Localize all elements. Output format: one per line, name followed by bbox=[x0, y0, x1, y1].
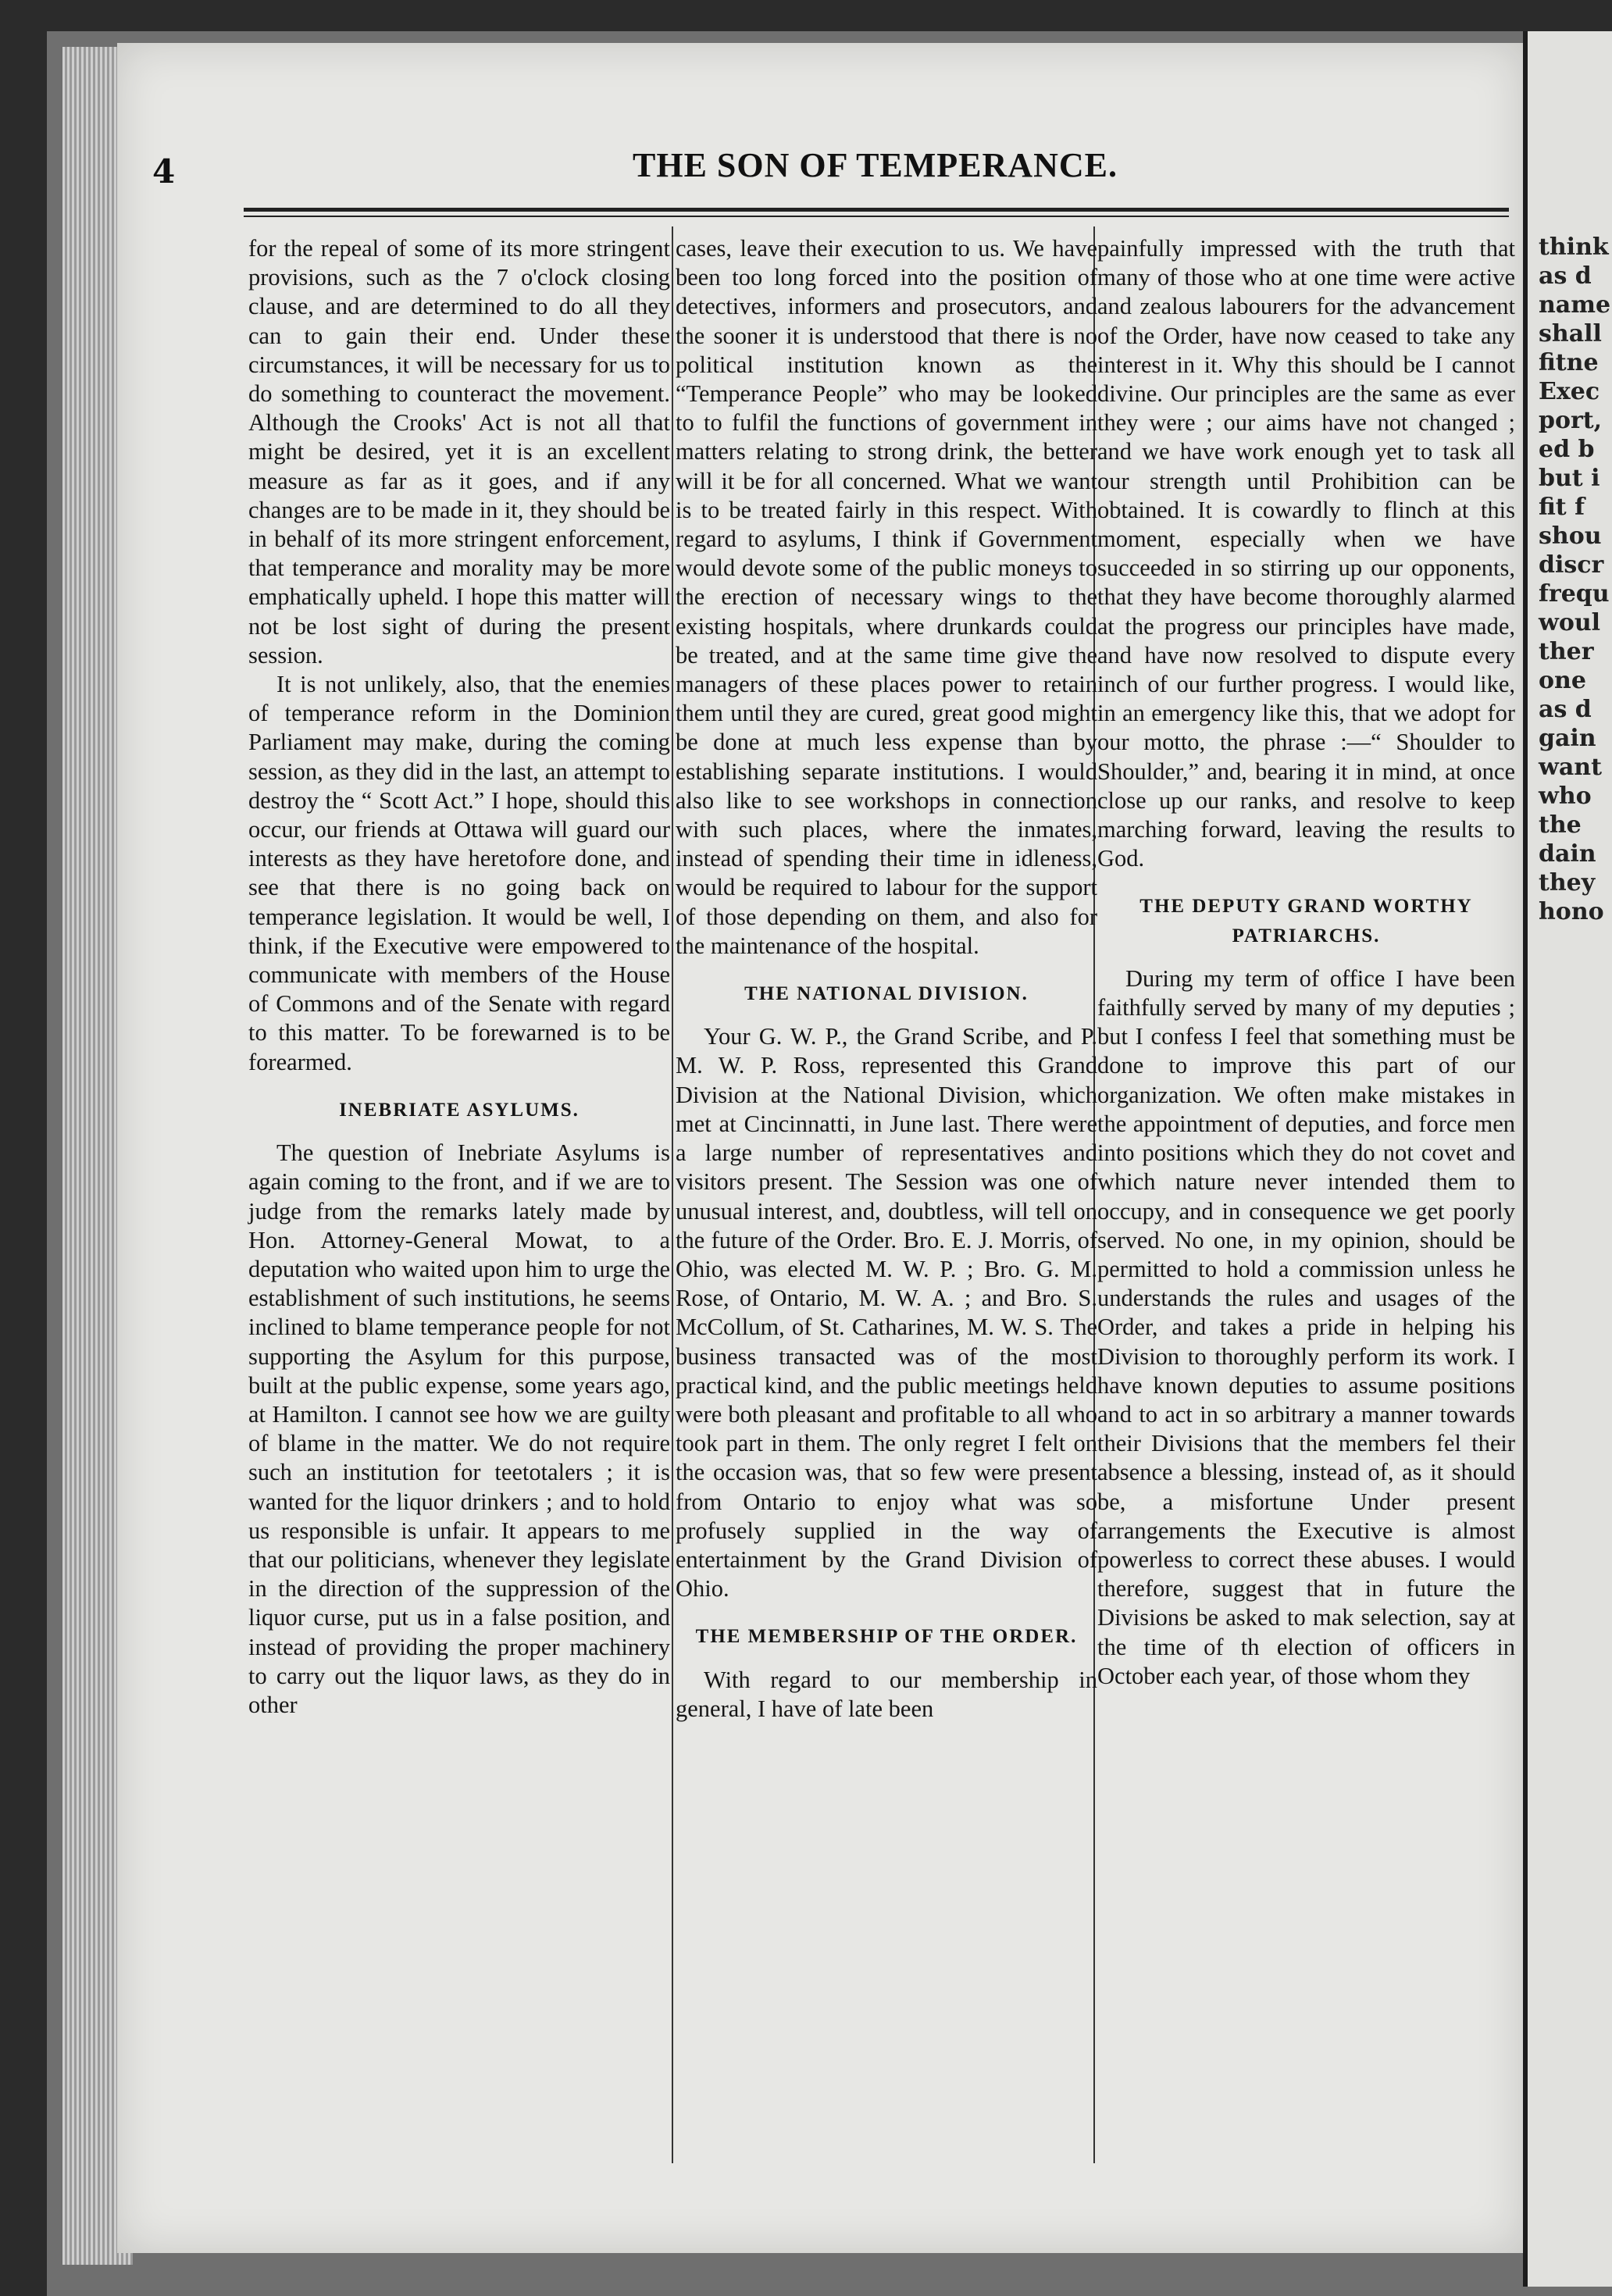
adjacent-page-line: gain bbox=[1539, 725, 1596, 752]
adjacent-page-line: fitne bbox=[1539, 349, 1599, 376]
header-rule-thin bbox=[244, 216, 1509, 217]
column-divider bbox=[672, 226, 673, 2163]
adjacent-page-line: fit f bbox=[1539, 494, 1585, 521]
running-title: THE SON OF TEMPERANCE. bbox=[633, 146, 1118, 184]
adjacent-page-line: name bbox=[1539, 291, 1611, 319]
adjacent-page-line: as d bbox=[1539, 696, 1592, 723]
section-heading: INEBRIATE ASYLUMS. bbox=[339, 1099, 580, 1121]
paragraph: painfully impressed with the truth that many of those who at one time were active and zealous labourers for the advancement of the Order, have now ceased to take any interest in it. Why this should be I cannot divine. Our principles are the same as ever they were ; our aims have not changed ; and we have work enough yet to task all our strength until Prohibition can be obtained. It is cowardly to flinch at this moment, especially when we have succeeded in so stirring up our opponents, that they have become thoroughly alarmed at the progress our principles have made, and have now resolved to dispute every inch of our further progress. I would like, in an emergency like this, that we adopt for our motto, the phrase :—“ Shoulder to Shoulder,” and, bearing it in mind, at once close up our ranks, and resolve to keep marching forward, leaving the results to God. bbox=[1097, 235, 1515, 872]
header-rule bbox=[244, 208, 1509, 212]
adjacent-page-line: one bbox=[1539, 667, 1586, 694]
adjacent-page-line: shall bbox=[1539, 320, 1602, 348]
paragraph: cases, leave their execution to us. We have been too long forced into the position of detectives, informers and prosecutors, and the sooner it is understood that there is no political institution known as the “Temperance People” who may be looked to to fulfil the functions of government in matters relating to strong drink, the better will it be for all concerned. What we want is to be treated fairly in this respect. With regard to asylums, I think if Government would devote some of the public moneys to the erection of necessary wings to the existing hospitals, where drunkards could be treated, and at the same time give the managers of these places power to retain them until they are cured, great good might be done at much less expense than by establishing separate institutions. I would also like to see workshops in connection with such places, where the inmates, instead of spending their time in idleness, would be required to labour for the support of those depending on them, and also for the maintenance of the hospital. bbox=[676, 235, 1097, 959]
section-heading: THE MEMBERSHIP OF THE ORDER. bbox=[695, 1626, 1078, 1648]
adjacent-page-line: dain bbox=[1539, 840, 1596, 868]
section-heading: THE NATIONAL DIVISION. bbox=[744, 983, 1029, 1005]
adjacent-page-line: ther bbox=[1539, 638, 1594, 665]
paragraph: With regard to our membership in general, I have of late been bbox=[676, 1666, 1097, 1722]
adjacent-page-line: but i bbox=[1539, 465, 1600, 492]
adjacent-page-line: the bbox=[1539, 811, 1582, 839]
adjacent-page-line: as d bbox=[1539, 262, 1592, 290]
paragraph: During my term of office I have been faithfully served by many of my deputies ; but I confess I feel that something must be done to improve this part of our organization. We often make mistakes in the appointment of deputies, and force men into positions which they do not covet and which nature never intended them to occupy, and in consequence we get poorly served. No one, in my opinion, should be permitted to hold a commission unless he understands the rules and usages of the Order, and takes a pride in helping his Division to thoroughly perform its work. I have known deputies to assume positions and to act in so arbitrary a manner towards their Divisions that the members fel their absence a blessing, instead of, as it should be, a misfortune Under present arrangements the Executive is almost powerless to correct these abuses. I would therefore, suggest that in future the Divisions be asked to mak selection, say at the time of th election of officers in October each year, of those whom they bbox=[1097, 964, 1515, 1689]
paragraph: Your G. W. P., the Grand Scribe, and P. M. W. P. Ross, represented this Grand Division at the National Division, which met at Cincinnatti, in June last. There were a large number of representatives and visitors present. The Session was one of unusual interest, and, doubtless, will tell on the future of the Order. Bro. E. J. Morris, of Ohio, was elected M. W. P. ; Bro. G. M. Rose, of Ontario, M. W. A. ; and Bro. S. McCollum, of St. Catharines, M. W. S. The business transacted was of the most practical kind, and the public meetings held were both pleasant and profitable to all who took part in them. The only regret I felt on the occasion was, that so few were present from Ontario to enjoy what was so profusely supplied in the way of entertainment by the Grand Division of Ohio. bbox=[676, 1023, 1097, 1603]
adjacent-page-line: who bbox=[1539, 783, 1592, 810]
adjacent-page-line: ed b bbox=[1539, 436, 1595, 463]
adjacent-page-text bbox=[1528, 31, 1612, 926]
column-1 bbox=[248, 234, 670, 1720]
adjacent-page-line: think bbox=[1539, 234, 1609, 261]
column-2 bbox=[676, 234, 1097, 1724]
paragraph: for the repeal of some of its more stringent provisions, such as the 7 o'clock closing clause, and are determined to do all they can to gain their end. Under these circumstances, it will be necessary for us to do something to counteract the movement. Although the Crooks' Act is not all that might be desired, yet it is an excellent measure as far as it goes, and if any changes are to be made in it, they should be in behalf of its more stringent enforcement, that temperance and morality may be more emphatically upheld. I hope this matter will not be lost sight of during the present session. bbox=[248, 235, 670, 668]
paragraph: It is not unlikely, also, that the enemies of temperance reform in the Dominion Parliament may make, during the coming session, as they did in the last, an attempt to destroy the “ Scott Act.” I hope, should this occur, our friends at Ottawa will guard our interests as they have heretofore done, and see that there is no going back on temperance legislation. It would be well, I think, if the Executive were empowered to communicate with members of the House of Commons and of the Senate with regard to this matter. To be forewarned is to be forearmed. bbox=[248, 671, 670, 1075]
column-3 bbox=[1097, 234, 1515, 1691]
adjacent-page-line: Exec bbox=[1539, 378, 1600, 405]
adjacent-page-line: discr bbox=[1539, 551, 1604, 579]
adjacent-page bbox=[1523, 31, 1612, 2287]
paragraph: The question of Inebriate Asylums is again coming to the front, and if we are to judge from the remarks lately made by Hon. Attorney-General Mowat, to a deputation who waited upon him to urge the establishment of such institutions, he seems inclined to blame temperance people for not supporting the Asylum for this purpose, built at the public expense, some years ago, at Hamilton. I cannot see how we are guilty of blame in the matter. We do not require such an institution for teetotalers ; it is wanted for the liquor drinkers ; and to hold us responsible is unfair. It appears to me that our politicians, whenever they legislate in the direction of the suppression of the liquor curse, put us in a false position, and instead of providing the proper machinery to carry out the liquor laws, as they do in other bbox=[248, 1139, 670, 1718]
adjacent-page-line: they bbox=[1539, 869, 1596, 897]
page-number: 4 bbox=[152, 152, 176, 191]
adjacent-page-line: shou bbox=[1539, 522, 1602, 550]
adjacent-page-line: want bbox=[1539, 754, 1602, 781]
adjacent-page-line: woul bbox=[1539, 609, 1601, 636]
adjacent-page-line: hono bbox=[1539, 898, 1604, 925]
adjacent-page-line: frequ bbox=[1539, 580, 1610, 608]
section-heading: THE DEPUTY GRAND WORTHY PATRIARCHS. bbox=[1139, 896, 1473, 947]
adjacent-page-line: port, bbox=[1539, 407, 1603, 434]
